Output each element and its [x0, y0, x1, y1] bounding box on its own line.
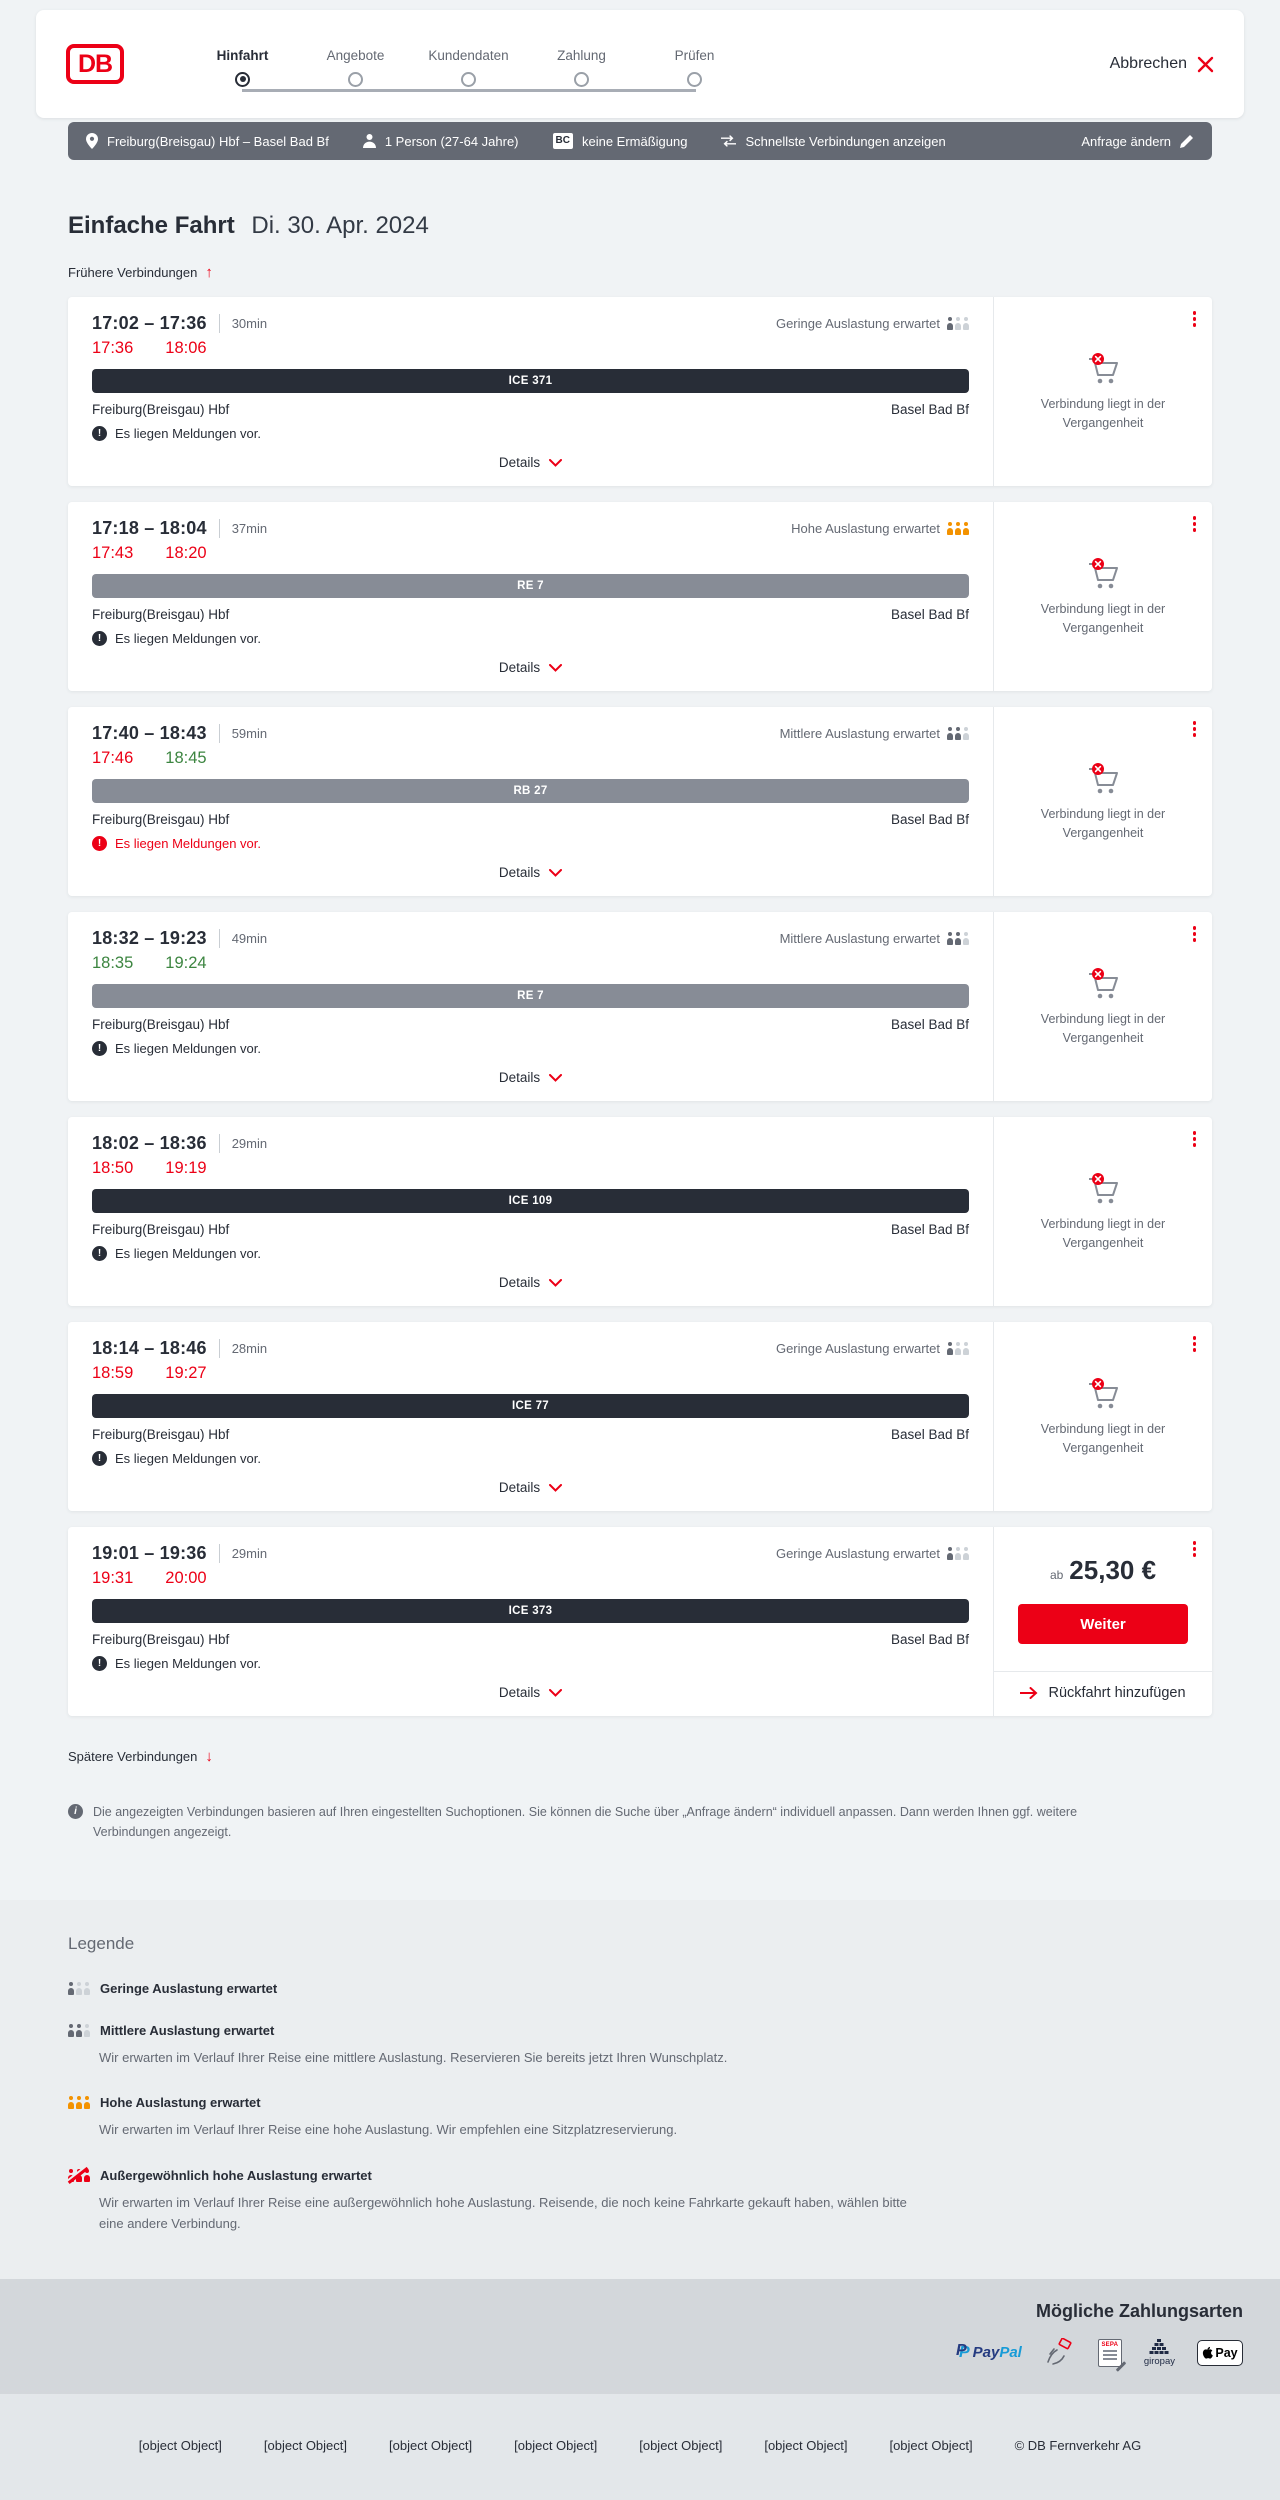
details-toggle[interactable]: Details — [493, 1066, 568, 1089]
past-connection-block — [1010, 1322, 1196, 1511]
connection-card — [68, 1527, 1212, 1716]
step-label: Zahlung — [557, 47, 606, 63]
stepper-step[interactable] — [412, 48, 525, 87]
giropay-icon: giropay — [1144, 2339, 1175, 2367]
past-connection-label: Verbindung liegt in der Vergangenheit — [1040, 602, 1166, 635]
realtime-times — [92, 1364, 969, 1383]
past-connection-block — [1010, 707, 1196, 896]
route-summary — [86, 133, 329, 149]
occupancy-indicator — [791, 521, 969, 536]
payment-heading: Mögliche Zahlungsarten — [1035, 2300, 1243, 2321]
occupancy-label: Geringe Auslastung erwartet — [775, 1341, 940, 1356]
passenger-summary — [363, 134, 519, 149]
messages-notice — [92, 1041, 969, 1056]
footer-link[interactable]: [object Object] — [138, 2437, 222, 2453]
footer — [0, 2394, 1280, 2500]
occupancy-label: Geringe Auslastung erwartet — [775, 1546, 940, 1561]
origin-station: Freiburg(Breisgau) Hbf — [92, 812, 230, 827]
legend-section — [0, 1900, 1280, 2279]
destination-station: Basel Bad Bf — [890, 1222, 969, 1237]
messages-notice-label: Es liegen Meldungen vor. — [115, 1451, 261, 1466]
messages-notice-label: Es liegen Meldungen vor. — [115, 426, 261, 441]
legend-item — [68, 2023, 1212, 2068]
passenger-label: 1 Person (27-64 Jahre) — [384, 133, 519, 149]
train-badge: ICE 373 — [92, 1599, 969, 1623]
realtime-arrival: 18:20 — [165, 544, 207, 562]
train-badge: ICE 371 — [92, 369, 969, 393]
footer-link[interactable]: [object Object] — [889, 2437, 973, 2453]
details-toggle[interactable]: Details — [493, 861, 568, 884]
realtime-departure: 17:46 — [92, 749, 134, 767]
occupancy-icon — [947, 1342, 969, 1355]
past-connection-block — [1010, 297, 1196, 486]
occupancy-label: Geringe Auslastung erwartet — [775, 316, 940, 331]
chevron-down-icon — [549, 1484, 562, 1492]
realtime-departure: 18:59 — [92, 1364, 134, 1382]
cancel-label: Abbrechen — [1109, 55, 1187, 72]
step-label: Prüfen — [674, 47, 715, 63]
destination-station: Basel Bad Bf — [890, 1427, 969, 1442]
trip-type-title: Einfache Fahrt — [68, 212, 235, 239]
connection-card — [68, 1322, 1212, 1511]
exclamation-icon: ! — [92, 426, 107, 441]
legend-item-label: Geringe Auslastung erwartet — [100, 1981, 278, 1996]
occupancy-indicator — [780, 931, 969, 946]
realtime-arrival: 18:06 — [165, 339, 207, 357]
connection-duration: 49min — [219, 929, 267, 949]
details-toggle[interactable]: Details — [493, 1681, 568, 1704]
connection-menu-button[interactable] — [1189, 1127, 1201, 1151]
realtime-times — [92, 749, 969, 768]
occupancy-indicator — [776, 1546, 969, 1561]
connection-menu-button[interactable] — [1189, 922, 1201, 946]
chevron-down-icon — [549, 1074, 562, 1082]
occupancy-icon — [68, 2096, 90, 2109]
copyright: © DB Fernverkehr AG — [1014, 2437, 1142, 2453]
origin-station: Freiburg(Breisgau) Hbf — [92, 1222, 230, 1237]
connection-time-range: 17:02 – 17:36 — [92, 313, 207, 333]
realtime-departure: 19:31 — [92, 1569, 134, 1587]
destination-station: Basel Bad Bf — [890, 812, 969, 827]
connection-duration: 37min — [219, 519, 267, 539]
sepa-direct-debit-icon: SEPA — [1098, 2339, 1122, 2367]
connection-card — [68, 912, 1212, 1101]
footer-link[interactable]: [object Object] — [389, 2437, 473, 2453]
step-label: Hinfahrt — [216, 47, 269, 63]
origin-station: Freiburg(Breisgau) Hbf — [92, 1427, 230, 1442]
connection-side-panel — [994, 502, 1212, 691]
chevron-down-icon — [549, 869, 562, 877]
footer-link[interactable]: [object Object] — [263, 2437, 348, 2453]
realtime-departure: 18:35 — [92, 954, 134, 972]
travel-date: Di. 30. Apr. 2024 — [251, 212, 429, 239]
occupancy-indicator — [780, 726, 969, 741]
origin-station: Freiburg(Breisgau) Hbf — [92, 1632, 230, 1647]
exclamation-icon: ! — [92, 1246, 107, 1261]
connection-menu-button[interactable] — [1189, 307, 1201, 331]
occupancy-indicator — [776, 1341, 969, 1356]
realtime-times — [92, 954, 969, 973]
train-badge: ICE 77 — [92, 1394, 969, 1418]
chevron-down-icon — [549, 664, 562, 672]
legend-item-label: Außergewöhnlich hohe Auslastung erwartet — [100, 2167, 372, 2183]
train-badge: RE 7 — [92, 984, 969, 1008]
past-connection-label: Verbindung liegt in der Vergangenheit — [1040, 1012, 1166, 1045]
connection-time-range: 19:01 – 19:36 — [92, 1543, 207, 1563]
realtime-departure: 17:36 — [92, 339, 134, 357]
occupancy-label: Mittlere Auslastung erwartet — [779, 726, 940, 741]
origin-station: Freiburg(Breisgau) Hbf — [92, 1017, 230, 1032]
destination-station: Basel Bad Bf — [890, 1632, 969, 1647]
search-options-note — [68, 1802, 1078, 1900]
legend-heading: Legende — [68, 1934, 135, 1953]
connection-time-range: 17:18 – 18:04 — [92, 518, 207, 538]
arrow-right-icon — [1020, 1687, 1038, 1699]
change-request-button[interactable] — [1081, 134, 1194, 149]
fastest-connections-label: Schnellste Verbindungen anzeigen — [745, 133, 946, 149]
details-toggle[interactable]: Details — [493, 656, 568, 679]
location-pin-icon — [86, 133, 98, 149]
realtime-arrival: 19:24 — [165, 954, 207, 972]
earlier-connections-link[interactable]: Frühere Verbindungen ↑ — [68, 264, 213, 281]
destination-station: Basel Bad Bf — [890, 1017, 969, 1032]
messages-notice — [92, 1451, 969, 1466]
connection-menu-button[interactable] — [1189, 1332, 1201, 1356]
realtime-times — [92, 1159, 969, 1178]
realtime-arrival: 18:45 — [165, 749, 207, 767]
payment-section — [0, 2279, 1280, 2394]
past-connection-label: Verbindung liegt in der Vergangenheit — [1040, 1217, 1166, 1250]
occupancy-icon — [947, 317, 969, 330]
footer-link[interactable]: [object Object] — [514, 2437, 598, 2453]
exclamation-icon: ! — [92, 1451, 107, 1466]
past-connection-block — [1010, 912, 1196, 1101]
connection-time-range: 18:02 – 18:36 — [92, 1133, 207, 1153]
offer-block — [994, 1527, 1212, 1644]
cart-unavailable-icon — [1083, 351, 1123, 387]
origin-station: Freiburg(Breisgau) Hbf — [92, 607, 230, 622]
db-logo: DB — [66, 44, 124, 84]
occupancy-icon — [947, 522, 969, 535]
step-label: Angebote — [326, 47, 385, 63]
details-toggle[interactable]: Details — [493, 1271, 568, 1294]
legend-item-label: Mittlere Auslastung erwartet — [100, 2023, 275, 2038]
exclamation-icon: ! — [92, 631, 107, 646]
price-value: 25,30 € — [1069, 1555, 1157, 1585]
legend-item — [68, 1981, 1212, 1996]
occupancy-icon — [947, 727, 969, 740]
paypal-icon: P P PayPal — [959, 2344, 1022, 2362]
step-dot — [687, 72, 702, 87]
occupancy-icon — [68, 1982, 90, 1995]
step-dot — [574, 72, 589, 87]
realtime-times — [92, 339, 969, 358]
step-dot — [348, 72, 363, 87]
occupancy-icon — [68, 2024, 90, 2037]
messages-notice — [92, 631, 969, 646]
realtime-arrival: 19:27 — [165, 1364, 207, 1382]
exclamation-icon: ! — [92, 1656, 107, 1671]
discount-label: keine Ermäßigung — [581, 133, 688, 149]
connection-menu-button[interactable] — [1189, 1537, 1201, 1561]
cancel-button[interactable] — [1110, 55, 1214, 73]
fastest-connections-toggle[interactable] — [721, 134, 945, 149]
price-prefix: ab — [1049, 1568, 1064, 1582]
cart-unavailable-icon — [1083, 966, 1123, 1002]
connection-time-range: 18:32 – 19:23 — [92, 928, 207, 948]
connection-duration: 28min — [219, 1339, 267, 1359]
close-icon — [1197, 56, 1214, 73]
progress-stepper — [186, 42, 752, 87]
past-connection-label: Verbindung liegt in der Vergangenheit — [1040, 1422, 1166, 1455]
connection-side-panel — [994, 297, 1212, 486]
footer-link[interactable]: [object Object] — [639, 2437, 723, 2453]
later-connections-link[interactable]: Spätere Verbindungen ↓ — [68, 1748, 213, 1765]
realtime-arrival: 19:19 — [165, 1159, 207, 1177]
occupancy-icon — [947, 1547, 969, 1560]
train-badge: RB 27 — [92, 779, 969, 803]
train-badge: RE 7 — [92, 574, 969, 598]
legend-item-description: Wir erwarten im Verlauf Ihrer Reise eine mittlere Auslastung. Reservieren Sie bereits jetzt Ihren Wunschplatz. — [99, 2050, 728, 2065]
messages-notice-label: Es liegen Meldungen vor. — [115, 1246, 261, 1261]
connection-side-panel — [994, 1117, 1212, 1306]
origin-station: Freiburg(Breisgau) Hbf — [92, 402, 230, 417]
chevron-down-icon — [549, 1279, 562, 1287]
add-return-trip-link[interactable] — [994, 1671, 1212, 1716]
legend-item — [68, 2168, 1212, 2235]
transfer-arrows-icon — [721, 135, 736, 147]
exclamation-icon: ! — [92, 1041, 107, 1056]
occupancy-icon — [68, 2169, 90, 2182]
legend-item-label: Hohe Auslastung erwartet — [100, 2095, 261, 2111]
legend-item — [68, 2095, 1212, 2140]
credit-card-icon — [1044, 2338, 1076, 2368]
cart-unavailable-icon — [1083, 556, 1123, 592]
messages-notice — [92, 426, 969, 441]
cart-unavailable-icon — [1083, 1376, 1123, 1412]
connection-card — [68, 707, 1212, 896]
connection-list — [68, 297, 1212, 1716]
stepper-step[interactable] — [525, 48, 638, 87]
connection-card — [68, 502, 1212, 691]
stepper-line — [242, 89, 696, 92]
cart-unavailable-icon — [1083, 1171, 1123, 1207]
messages-notice-label: Es liegen Meldungen vor. — [115, 836, 261, 851]
connection-card — [68, 297, 1212, 486]
train-badge: ICE 109 — [92, 1189, 969, 1213]
connection-side-panel — [994, 912, 1212, 1101]
occupancy-label: Hohe Auslastung erwartet — [791, 521, 940, 536]
legend-item-description: Wir erwarten im Verlauf Ihrer Reise eine hohe Auslastung. Wir empfehlen eine Sitzplatzreservierung. — [99, 2122, 678, 2138]
header — [36, 10, 1244, 118]
arrow-up-icon: ↑ — [205, 264, 213, 281]
connection-duration: 59min — [219, 724, 267, 744]
connection-side-panel — [994, 1527, 1212, 1716]
step-label: Kundendaten — [428, 47, 509, 63]
details-toggle[interactable]: Details — [493, 1476, 568, 1499]
connection-side-panel — [994, 1322, 1212, 1511]
past-connection-block — [1010, 1117, 1196, 1306]
person-icon — [363, 134, 376, 148]
connection-menu-button[interactable] — [1189, 512, 1201, 536]
connection-duration: 29min — [219, 1544, 267, 1564]
search-options-note-text: Die angezeigten Verbindungen basieren auf Ihren eingestellten Suchoptionen. Sie können die Suche über „Anfrage ändern“ individuell anpassen. Dann werden Ihnen ggf. weitere Verbindungen angezeigt. — [93, 1805, 1078, 1839]
continue-button[interactable]: Weiter — [1018, 1604, 1188, 1644]
info-icon: i — [68, 1804, 83, 1819]
connection-menu-button[interactable] — [1189, 717, 1201, 741]
trip-summary-bar — [68, 122, 1212, 160]
realtime-departure: 17:43 — [92, 544, 134, 562]
step-dot — [461, 72, 476, 87]
realtime-departure: 18:50 — [92, 1159, 134, 1177]
realtime-times — [92, 544, 969, 563]
apple-pay-icon: Pay — [1197, 2340, 1243, 2366]
connection-time-range: 17:40 – 18:43 — [92, 723, 207, 743]
cart-unavailable-icon — [1083, 761, 1123, 797]
pencil-icon — [1180, 134, 1194, 148]
realtime-times — [92, 1569, 969, 1588]
past-connection-label: Verbindung liegt in der Vergangenheit — [1040, 807, 1166, 840]
bahncard-icon: BC — [553, 133, 573, 149]
arrow-down-icon: ↓ — [205, 1748, 213, 1765]
messages-notice-label: Es liegen Meldungen vor. — [115, 1041, 261, 1056]
destination-station: Basel Bad Bf — [890, 607, 969, 622]
legend-item-description: Wir erwarten im Verlauf Ihrer Reise eine außergewöhnlich hohe Auslastung. Reisende, die noch keine Fahrkarte gekauft haben, wählen bitte eine andere Verbindung. — [99, 2194, 907, 2232]
realtime-arrival: 20:00 — [165, 1569, 207, 1587]
connection-card — [68, 1117, 1212, 1306]
messages-notice-label: Es liegen Meldungen vor. — [115, 631, 261, 646]
route-label: Freiburg(Breisgau) Hbf – Basel Bad Bf — [107, 133, 329, 149]
messages-notice — [92, 836, 969, 851]
exclamation-icon: ! — [92, 836, 107, 851]
step-dot — [235, 72, 250, 87]
past-connection-label: Verbindung liegt in der Vergangenheit — [1040, 397, 1166, 430]
past-connection-block — [1010, 502, 1196, 691]
change-request-label: Anfrage ändern — [1081, 133, 1171, 149]
connection-duration: 29min — [219, 1134, 267, 1154]
connection-duration: 30min — [219, 314, 267, 334]
messages-notice — [92, 1656, 969, 1671]
messages-notice — [92, 1246, 969, 1261]
discount-summary — [553, 133, 688, 149]
page-title — [68, 212, 1212, 240]
occupancy-label: Mittlere Auslastung erwartet — [779, 931, 940, 946]
messages-notice-label: Es liegen Meldungen vor. — [115, 1656, 261, 1671]
occupancy-icon — [947, 932, 969, 945]
connection-time-range: 18:14 – 18:46 — [92, 1338, 207, 1358]
footer-link[interactable]: [object Object] — [764, 2437, 848, 2453]
stepper-step[interactable] — [638, 48, 751, 87]
stepper-step[interactable] — [186, 48, 299, 87]
chevron-down-icon — [549, 459, 562, 467]
chevron-down-icon — [549, 1689, 562, 1697]
add-return-trip-label: Rückfahrt hinzufügen — [1048, 1685, 1186, 1701]
occupancy-indicator — [776, 316, 969, 331]
details-toggle[interactable]: Details — [493, 451, 568, 474]
stepper-step[interactable] — [299, 48, 412, 87]
connection-side-panel — [994, 707, 1212, 896]
destination-station: Basel Bad Bf — [890, 402, 969, 417]
